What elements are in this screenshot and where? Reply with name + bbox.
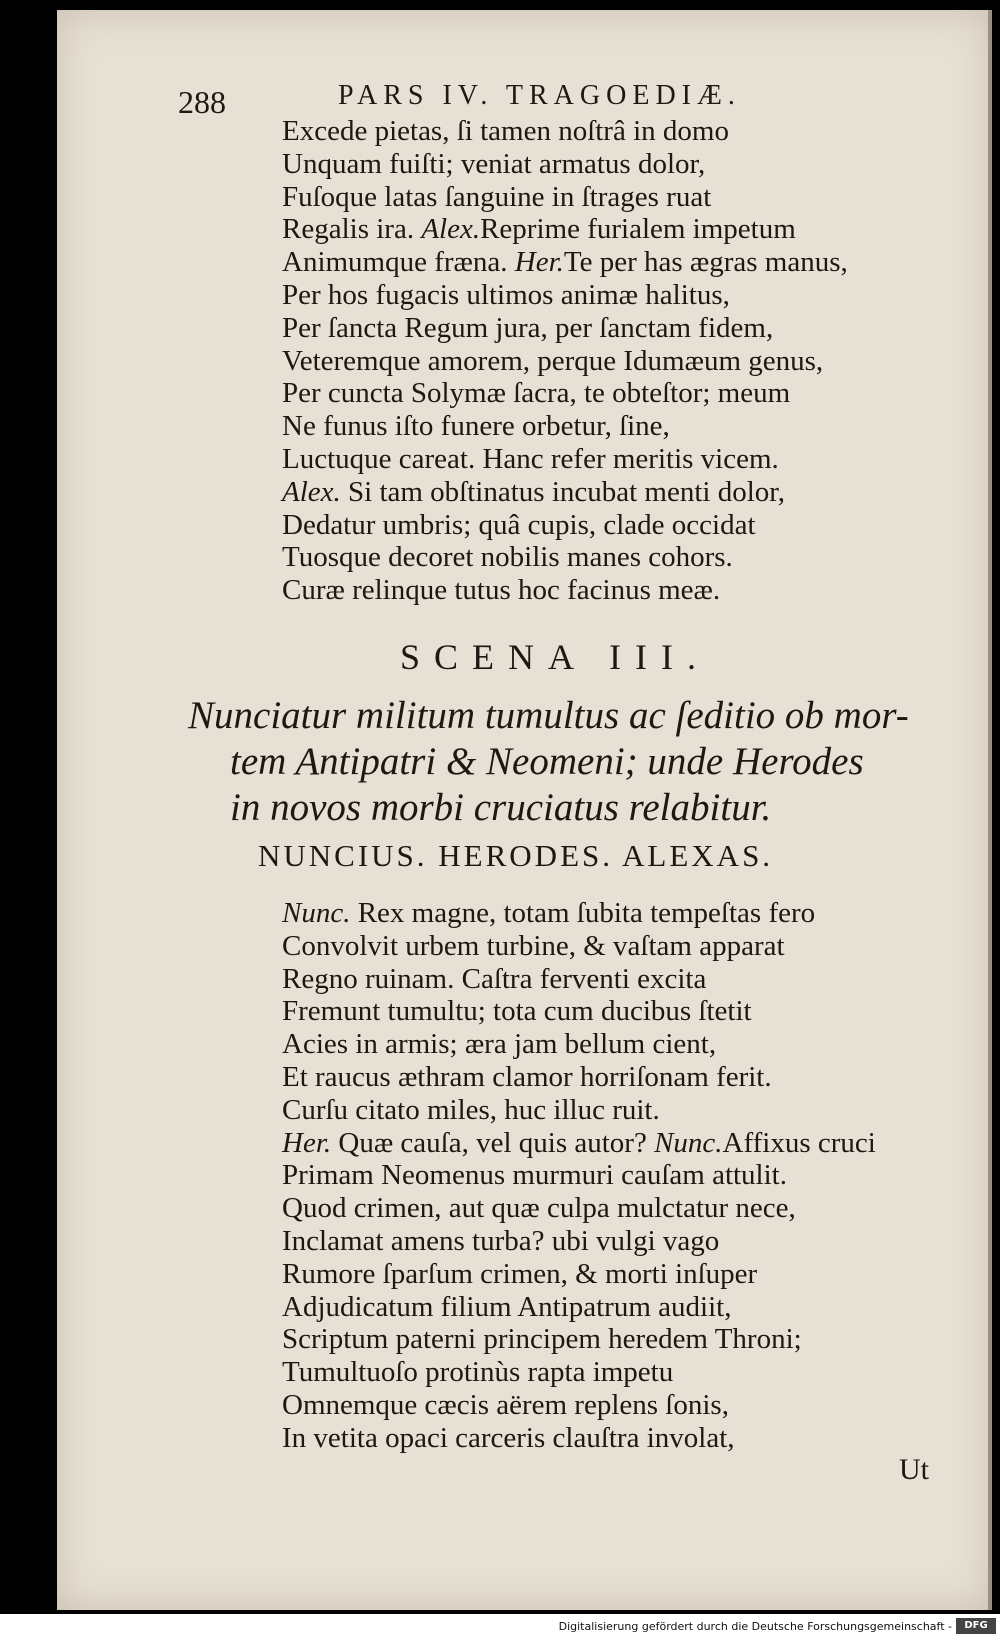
verse-text: Quod crimen, aut quæ culpa mulctatur nece,: [282, 1192, 796, 1225]
verse-text: Scriptum paterni principem heredem Throni;: [282, 1323, 802, 1356]
verse-line: [282, 1127, 876, 1160]
verse-line: [282, 345, 848, 378]
verse-text: Reprime furialem impetum: [480, 213, 796, 246]
verse-text: Adjudicatum filium Antipatrum audiit,: [282, 1290, 732, 1323]
verse-text: Tuosque decoret nobilis manes cohors.: [282, 541, 733, 574]
dramatis-personae: NUNCIUS. HERODES. ALEXAS.: [258, 838, 774, 873]
verse-line: [282, 1159, 876, 1192]
verse-line: [282, 279, 848, 312]
verse-text: Regalis ira.: [282, 213, 415, 246]
verse-line: [282, 541, 848, 574]
verse-text: Te per has ægras manus,: [563, 246, 848, 279]
verse-line: [282, 1258, 876, 1291]
verse-line: [282, 1389, 876, 1422]
verse-line: [282, 213, 848, 246]
verse-text: Per ſancta Regum jura, per ſanctam fidem,: [282, 311, 774, 344]
verse-text: Fremunt tumultu; tota cum ducibus ſtetit: [282, 995, 752, 1028]
verse-line: [282, 312, 848, 345]
verse-text: Si tam obſtinatus incubat menti dolor,: [348, 475, 786, 508]
verse-text: Luctuque careat. Hanc refer meritis vicem.: [282, 442, 779, 475]
argument-line: tem Antipatri & Neomeni; unde Herodes: [230, 740, 864, 783]
verse-line: [282, 246, 848, 279]
speaker-tag: Alex.: [282, 475, 341, 508]
verse-line: [282, 377, 848, 410]
verse-block-1: [282, 115, 848, 607]
verse-line: [282, 1225, 876, 1258]
verse-text: Primam Neomenus murmuri cauſam attulit.: [282, 1159, 787, 1192]
verse-line: [282, 897, 876, 930]
running-head: [178, 80, 978, 120]
verse-block-2: [282, 897, 876, 1455]
verse-text: Per cuncta Solymæ ſacra, te obteſtor; meum: [282, 377, 791, 410]
speaker-tag: Nunc.: [654, 1126, 723, 1159]
verse-text: Regno ruinam. Caſtra ferventi excita: [282, 962, 707, 995]
scene-argument: [188, 693, 948, 831]
verse-text: Curæ relinque tutus hoc facinus meæ.: [282, 574, 721, 607]
page-number: 288: [178, 84, 226, 120]
dfg-logo: DFG: [956, 1618, 996, 1634]
verse-line: [282, 1323, 876, 1356]
verse-text: In vetita opaci carceris clauſtra involat,: [282, 1421, 735, 1454]
verse-line: [282, 443, 848, 476]
verse-text: Et raucus æthram clamor horriſonam ferit.: [282, 1060, 772, 1093]
verse-line: [282, 1422, 876, 1455]
verse-text: Dedatur umbris; quâ cupis, clade occidat: [282, 508, 756, 541]
verse-line: [282, 930, 876, 963]
verse-text: Quæ cauſa, vel quis autor?: [338, 1126, 647, 1159]
verse-text: Excede pietas, ſi tamen noſtrâ in domo: [282, 115, 729, 147]
speaker-tag: Alex.: [421, 213, 481, 246]
verse-text: Animumque fræna.: [282, 246, 508, 279]
verse-text: Unquam fuiſti; veniat armatus dolor,: [282, 147, 706, 180]
verse-text: Acies in armis; æra jam bellum cient,: [282, 1028, 717, 1061]
verse-text: Tumultuoſo protinùs rapta impetu: [282, 1356, 674, 1389]
verse-line: [282, 410, 848, 443]
verse-text: Curſu citato miles, huc illuc ruit.: [282, 1093, 660, 1126]
verse-line: [282, 963, 876, 996]
verse-line: [282, 181, 848, 214]
verse-text: Affixus cruci: [722, 1126, 876, 1159]
catchword: Ut: [899, 1453, 929, 1486]
speaker-tag: Her.: [282, 1126, 332, 1159]
verse-line: [282, 1028, 876, 1061]
argument-line: Nunciatur militum tumultus ac ſeditio ob mor-: [188, 694, 909, 737]
verse-line: [282, 574, 848, 607]
running-title: PARS IV. TRAGOEDIÆ.: [338, 80, 741, 111]
verse-text: Per hos fugacis ultimos animæ halitus,: [282, 278, 730, 311]
verse-line: [282, 1291, 876, 1324]
verse-text: Convolvit urbem turbine, & vaſtam apparat: [282, 929, 785, 962]
scene-heading: SCENA III.: [400, 637, 710, 677]
verse-text: Veteremque amorem, perque Idumæum genus,: [282, 344, 824, 377]
verse-text: Ne funus iſto funere orbetur, ſine,: [282, 410, 670, 443]
verse-line: [282, 1061, 876, 1094]
verse-line: [282, 995, 876, 1028]
verse-line: [282, 1192, 876, 1225]
verse-text: Fuſoque latas ſanguine in ſtrages ruat: [282, 180, 712, 213]
funding-note: Digitalisierung gefördert durch die Deutsche Forschungsgemeinschaft -: [558, 1620, 952, 1633]
verse-text: Omnemque cæcis aërem replens ſonis,: [282, 1388, 729, 1421]
speaker-tag: Her.: [514, 246, 564, 279]
verse-line: [282, 476, 848, 509]
verse-text: Rex magne, totam ſubita tempeſtas fero: [357, 897, 816, 929]
verse-text: Rumore ſparſum crimen, & morti inſuper: [282, 1257, 758, 1290]
verse-line: [282, 115, 848, 148]
verse-text: Inclamat amens turba? ubi vulgi vago: [282, 1224, 720, 1257]
speaker-tag: Nunc.: [282, 897, 351, 929]
argument-line: in novos morbi cruciatus relabitur.: [230, 786, 772, 829]
verse-line: [282, 1094, 876, 1127]
page-edge: [988, 10, 992, 1610]
verse-line: [282, 509, 848, 542]
digitization-footer: [0, 1614, 1000, 1640]
verse-line: [282, 1356, 876, 1389]
verse-line: [282, 148, 848, 181]
